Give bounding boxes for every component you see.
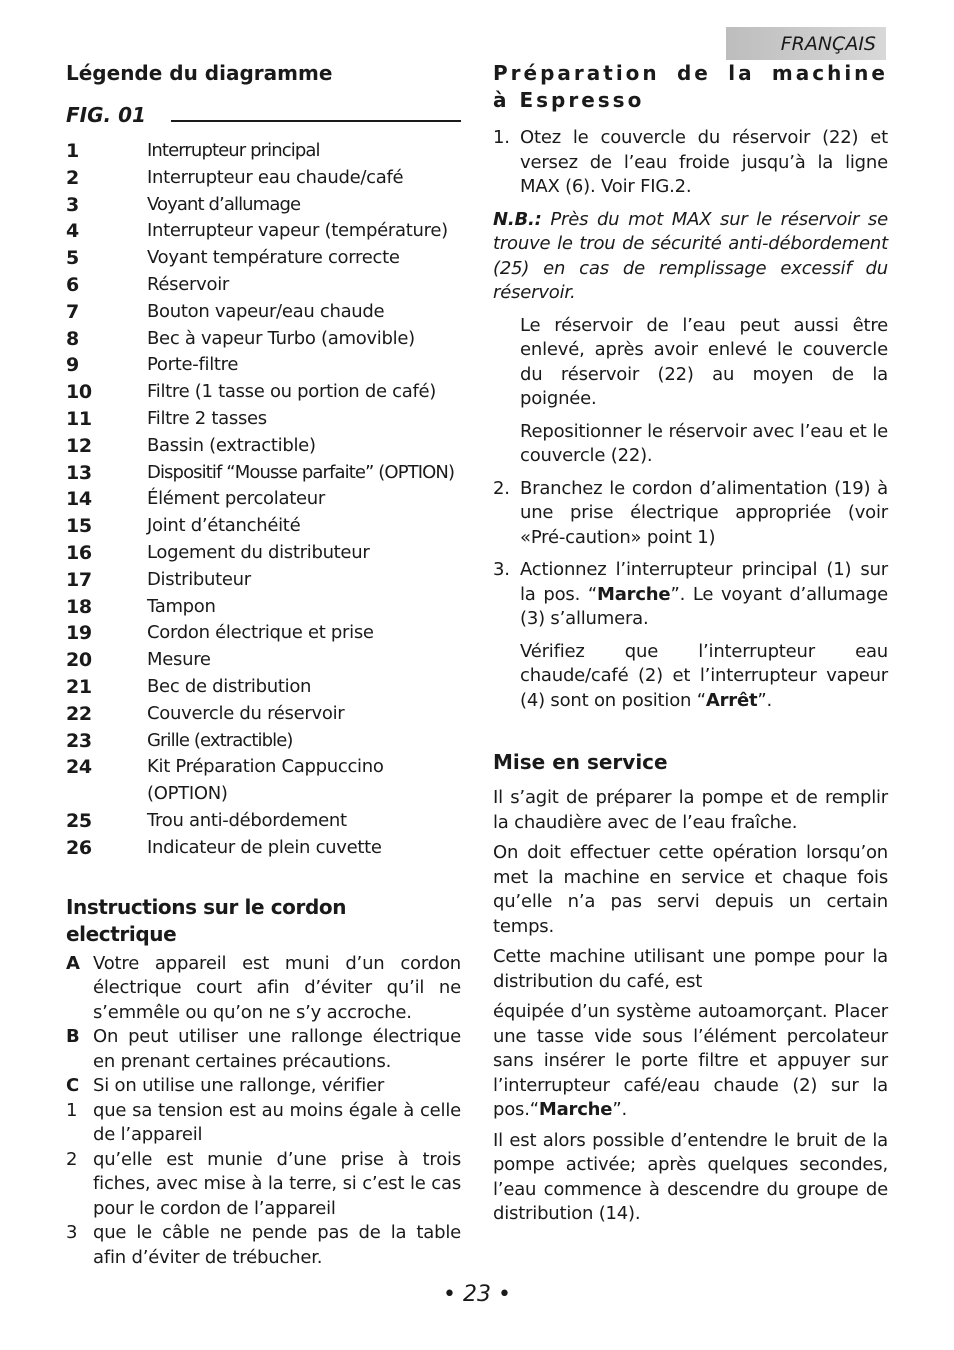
legend-item [66,272,461,299]
cord-item-key: 3 [66,1222,78,1244]
cord-item-text: qu’elle est munie d’une prise à trois fiches, avec mise à la terre, si c’est le cas pour le cordon de l’appareil [93,1148,461,1219]
p4-pre: équipée d’un système autoamorçant. Placer une tasse vide sous l’élément percolateur sans insérer le porte filtre et appuyer sur l’interrupteur café/eau chaude (2) sur la pos.“ [493,1001,888,1120]
cord-item-text: que sa tension est au moins égale à celle de l’appareil [93,1099,461,1146]
service-p2: On doit effectuer cette opération lorsqu’on met la machine en service et chaque fois qu’elle n’a pas servi depuis un certain temps. [493,842,888,937]
cord-item [66,1025,461,1074]
service-p1: Il s’agit de préparer la pompe et de remplir la chaudière avec de l’eau fraîche. [493,787,888,833]
step-number: 1. [493,127,510,148]
legend-text: Voyant d’allumage [147,193,301,215]
legend-item [66,674,461,701]
step-number: 3. [493,559,510,580]
legend-text: Élément percolateur [147,488,325,510]
page-number: • 23 • [443,1282,511,1307]
nb-note [493,208,888,306]
step-text [520,558,888,632]
legend-text: Grille (extractible) [147,729,293,751]
legend-text: Réservoir [147,273,229,295]
legend-item [66,218,461,245]
prep-step-1 [493,126,888,200]
cord-list [66,952,461,1271]
legend-text: Trou anti-débordement [147,809,347,831]
step3-post: ”. Le voyant d’allumage (3) s’allumera. [520,583,888,629]
legend-title: Légende du diagramme [66,61,333,85]
legend-number: 5 [66,247,79,270]
legend-item [66,352,461,379]
legend-number: 20 [66,649,92,672]
para3-post: ”. [757,689,773,711]
fig-label: FIG. 01 [66,102,146,127]
legend-list [66,138,461,862]
legend-item [66,620,461,647]
step-text: Branchez le cordon d’alimentation (19) à une prise électrique appropriée (voir «Pré-caution» point 1) [520,477,888,548]
cord-item [66,1099,461,1148]
language-label: FRANÇAIS [780,32,876,55]
legend-item [66,647,461,674]
cord-item-text: Votre appareil est muni d’un cordon électrique court afin d’éviter qu’il ne s’emmêle ou qu’on ne s’y accroche. [93,952,461,1023]
prep-para-2: Repositionner le réservoir avec l’eau et le couvercle (22). [520,420,888,466]
cord-item-text: On peut utiliser une rallonge électrique en prenant certaines précautions. [93,1026,461,1072]
legend-number: 9 [66,354,79,377]
legend-number: 3 [66,193,79,216]
service-p5: Il est alors possible d’entendre le bruit de la pompe activée; après quelques secondes, l’eau commence à descendre du groupe de distribution (14). [493,1129,888,1224]
legend-text: Voyant température correcte [147,247,400,269]
legend-item [66,513,461,540]
step3-bold: Marche [597,583,671,605]
fig-rule [171,120,461,122]
legend-text: Couvercle du réservoir [147,702,345,724]
service-title: Mise en service [493,750,668,774]
legend-text: Distributeur [147,568,251,590]
legend-number: 2 [66,166,79,189]
legend-item [66,406,461,433]
p4-bold: Marche [538,1099,613,1120]
legend-item [66,567,461,594]
legend-item [66,379,461,406]
legend-text: Joint d’étanchéité [147,515,301,537]
legend-item [66,326,461,353]
legend-number: 6 [66,273,79,296]
legend-number: 13 [66,461,92,484]
para3-pre: Vérifiez que l’interrupteur eau chaude/café (2) et l’interrupteur vapeur (4) sont on position “ [520,640,888,711]
nb-text: Près du mot MAX sur le réservoir se trouve le trou de sécurité anti-débordement (25) en cas de remplissage excessif du réservoir. [493,208,888,303]
legend-text: Interrupteur principal [147,140,320,161]
legend-text: Mesure [147,649,211,671]
legend-number: 16 [66,541,92,564]
legend-number: 18 [66,595,92,618]
legend-item [66,245,461,272]
cord-section [66,894,461,1271]
legend-number: 21 [66,675,92,698]
legend-number: 19 [66,622,92,645]
step-text: Otez le couvercle du réservoir (22) et versez de l’eau froide jusqu’à la ligne MAX (6). Voir FIG.2. [520,127,888,197]
cord-item-key: B [66,1026,80,1048]
language-tab [726,27,886,60]
prep-title: Préparation de la machine à Espresso [493,61,888,112]
cord-item-key: 2 [66,1148,78,1170]
fig-heading [66,101,461,128]
legend-text: Tampon [147,595,216,617]
legend-text: Bassin (extractible) [147,434,316,456]
legend-number: 14 [66,488,92,511]
legend-number: 11 [66,407,92,430]
legend-item [66,728,461,755]
legend-number: 22 [66,702,92,725]
legend-text: Bouton vapeur/eau chaude [147,300,385,322]
legend-text: Interrupteur eau chaude/café [147,166,404,188]
legend-text: Kit Préparation Cappuccino (OPTION) [147,756,384,805]
legend-text: Dispositif “Mousse parfaite” (OPTION) [147,461,455,483]
cord-item-key: A [66,952,80,974]
legend-number: 1 [66,140,79,162]
para3-bold: Arrêt [705,689,758,711]
legend-text: Bec à vapeur Turbo (amovible) [147,327,415,349]
prep-para-3 [493,640,888,714]
legend-text: Filtre (1 tasse ou portion de café) [147,381,437,403]
legend-text: Indicateur de plein cuvette [147,836,382,858]
right-column [493,60,888,1227]
cord-item [66,1221,461,1270]
legend-number: 17 [66,568,92,591]
legend-number: 15 [66,515,92,538]
legend-number: 23 [66,729,92,752]
cord-item-text: Si on utilise une rallonge, vérifier [93,1075,385,1097]
legend-number: 8 [66,327,79,350]
legend-number: 12 [66,434,92,457]
legend-item [66,460,461,487]
legend-item [66,701,461,728]
legend-number: 4 [66,220,79,243]
left-column [66,60,461,1270]
legend-item [66,433,461,460]
cord-item [66,952,461,1026]
step3-pre: Actionnez l’interrupteur principal (1) sur la pos. “ [520,559,888,605]
cord-item-key: C [66,1075,80,1097]
cord-item-text: que le câble ne pende pas de la table afin d’éviter de trébucher. [93,1222,461,1268]
legend-number: 25 [66,809,92,832]
cord-item-key: 1 [66,1099,78,1121]
legend-item [66,540,461,567]
legend-item [66,754,461,808]
service-p4 [493,1000,888,1123]
legend-item [66,192,461,219]
legend-number: 24 [66,756,92,779]
cord-item [66,1148,461,1222]
legend-item [66,165,461,192]
service-p3: Cette machine utilisant une pompe pour la distribution du café, est [493,946,888,992]
legend-item [66,138,461,165]
prep-para-1: Le réservoir de l’eau peut aussi être enlevé, après avoir enlevé le couvercle du réservoir (22) au moyen de la poignée. [520,314,888,409]
legend-item [66,299,461,326]
legend-item [66,835,461,862]
legend-number: 10 [66,381,92,404]
p4-post: ”. [612,1099,627,1120]
prep-step-2 [493,477,888,551]
legend-number: 7 [66,300,79,323]
legend-item [66,594,461,621]
nb-key: N.B.: [493,208,542,230]
legend-text: Cordon électrique et prise [147,622,374,644]
legend-item [66,808,461,835]
legend-text: Filtre 2 tasses [147,407,267,429]
legend-number: 26 [66,836,92,859]
legend-text: Interrupteur vapeur (température) [147,220,448,242]
legend-text: Porte-filtre [147,354,239,376]
legend-text: Logement du distributeur [147,541,370,563]
cord-title: Instructions sur le cordon electrique [66,894,347,946]
step-number: 2. [493,477,510,499]
legend-item [66,486,461,513]
prep-step-3 [493,558,888,632]
cord-item [66,1074,461,1099]
legend-text: Bec de distribution [147,675,312,697]
